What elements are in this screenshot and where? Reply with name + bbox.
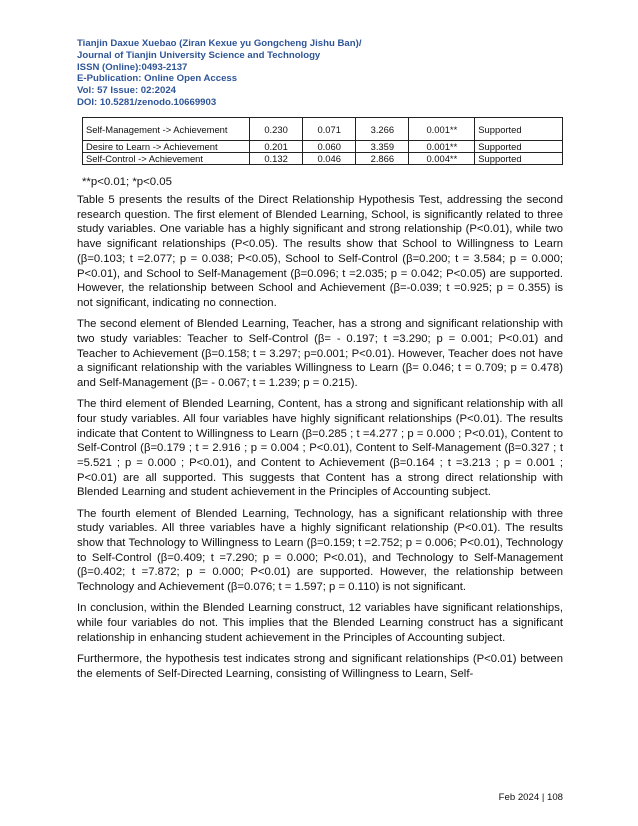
paragraph-self-directed: Furthermore, the hypothesis test indicates strong and significant relationships (P<0.01) between the elements of Self-Directed Learning, consisting of Willingness to Learn, Self- <box>77 652 563 680</box>
table-row <box>83 141 563 153</box>
table-cell-p: 0.004** <box>409 153 475 165</box>
table-cell-path: Self-Control -> Achievement <box>83 153 250 165</box>
table-cell-se: 0.071 <box>303 118 356 141</box>
table-cell-t: 3.359 <box>356 141 409 153</box>
table-cell-beta: 0.201 <box>250 141 303 153</box>
table-cell-decision: Supported <box>475 153 563 165</box>
journal-subtitle-line: Journal of Tianjin University Science and Technology <box>77 49 321 61</box>
table-cell-t: 2.866 <box>356 153 409 165</box>
table-cell-beta: 0.230 <box>250 118 303 141</box>
table-cell-decision: Supported <box>475 141 563 153</box>
paragraph-teacher: The second element of Blended Learning, Teacher, has a strong and significant relationship with two study variables: Teacher to Self-Control (β= - 0.197; t =3.290; p = 0.001; P<0.01) and Teacher to Achievement (β=0.158; t = 3.297; p=0.001; P<0.01). However, Teacher does not have a significant relationship with the variables Willingness to Learn (β= 0.046; t = 0.709; p = 0.478) and Self-Management (β= - 0.067; t = 1.239; p = 0.215). <box>77 318 563 389</box>
table-cell-beta: 0.132 <box>250 153 303 165</box>
paragraph-school: Table 5 presents the results of the Direct Relationship Hypothesis Test, addressing the second research question. The first element of Blended Learning, School, is significantly related to three study variables. One variable has a highly significant and strong relationship (P<0.01), while two have significant relationships (P<0.05). The results show that School to Willingness to Learn (β=0.103; t =2.077; p = 0.038; P<0.05), School to Self-Control (β=0.200; t = 3.584; p = 0.000; P<0.01), and School to Self-Management (β=0.096; t =2.035; p = 0.042; P<0.05) are supported. However, the relationship between School and Achievement (β=-0.039; t =0.925; p = 0.355) is not significant, indicating no connection. <box>77 194 563 309</box>
hypothesis-results-table <box>82 117 563 165</box>
table-cell-se: 0.046 <box>303 153 356 165</box>
table-row <box>83 153 563 165</box>
volume-line: Vol: 57 Issue: 02:2024 <box>77 85 177 97</box>
doi-line: DOI: 10.5281/zenodo.10669903 <box>77 96 217 108</box>
paragraph-content: The third element of Blended Learning, Content, has a strong and significant relationship with all four study variables. All four variables have highly significant relationships (P<0.01). The results indicate that Content to Willingness to Learn (β=0.285 ; t =4.277 ; p = 0.000 ; P<0.01), Content to Self-Control (β=0.179 ; t = 2.916 ; p = 0.004 ; P<0.01), Content to Self-Management (β=0.327 ; t =5.521 ; p = 0.000 ; P<0.01), and Content to Achievement (β=0.164 ; t =3.213 ; p = 0.001 ; P<0.01) are all supported. This suggests that Content has a strong direct relationship with Blended Learning and student achievement in the Principles of Accounting subject. <box>77 398 563 499</box>
paragraph-conclusion: In conclusion, within the Blended Learning construct, 12 variables have significant relationships, while four variables do not. This implies that the Blended Learning construct has a significant relationship in enhancing student achievement in the Principles of Accounting subject. <box>77 602 563 644</box>
table-cell-p: 0.001** <box>409 141 475 153</box>
table-cell-se: 0.060 <box>303 141 356 153</box>
article-body <box>77 193 563 688</box>
significance-note: **p<0.01; *p<0.05 <box>82 176 172 188</box>
table-row <box>83 118 563 141</box>
journal-title-line: Tianjin Daxue Xuebao (Ziran Kexue yu Gongcheng Jishu Ban)/ <box>77 38 362 49</box>
paragraph-technology: The fourth element of Blended Learning, Technology, has a significant relationship with three study variables. All three variables have a highly significant relationship (P<0.01). The results show that Technology to Willingness to Learn (β=0.159; t =2.752; p = 0.006; P<0.01), Technology to Self-Control (β=0.409; t =7.290; p = 0.000; P<0.01), and Technology to Self-Management (β=0.402; t =7.872; p = 0.000; P<0.01) are supported. However, the relationship between Technology and Achievement (β=0.076; t = 1.597; p = 0.110) is not significant. <box>77 507 563 594</box>
table-cell-p: 0.001** <box>409 118 475 141</box>
page-footer: Feb 2024 | 108 <box>498 792 563 803</box>
publication-line: E-Publication: Online Open Access <box>77 73 238 85</box>
table-cell-t: 3.266 <box>356 118 409 141</box>
table-cell-path: Self-Management -> Achievement <box>83 118 250 141</box>
journal-header <box>77 38 362 109</box>
table-cell-decision: Supported <box>475 118 563 141</box>
table-cell-path: Desire to Learn -> Achievement <box>83 141 250 153</box>
issn-line: ISSN (Online):0493-2137 <box>77 61 188 73</box>
